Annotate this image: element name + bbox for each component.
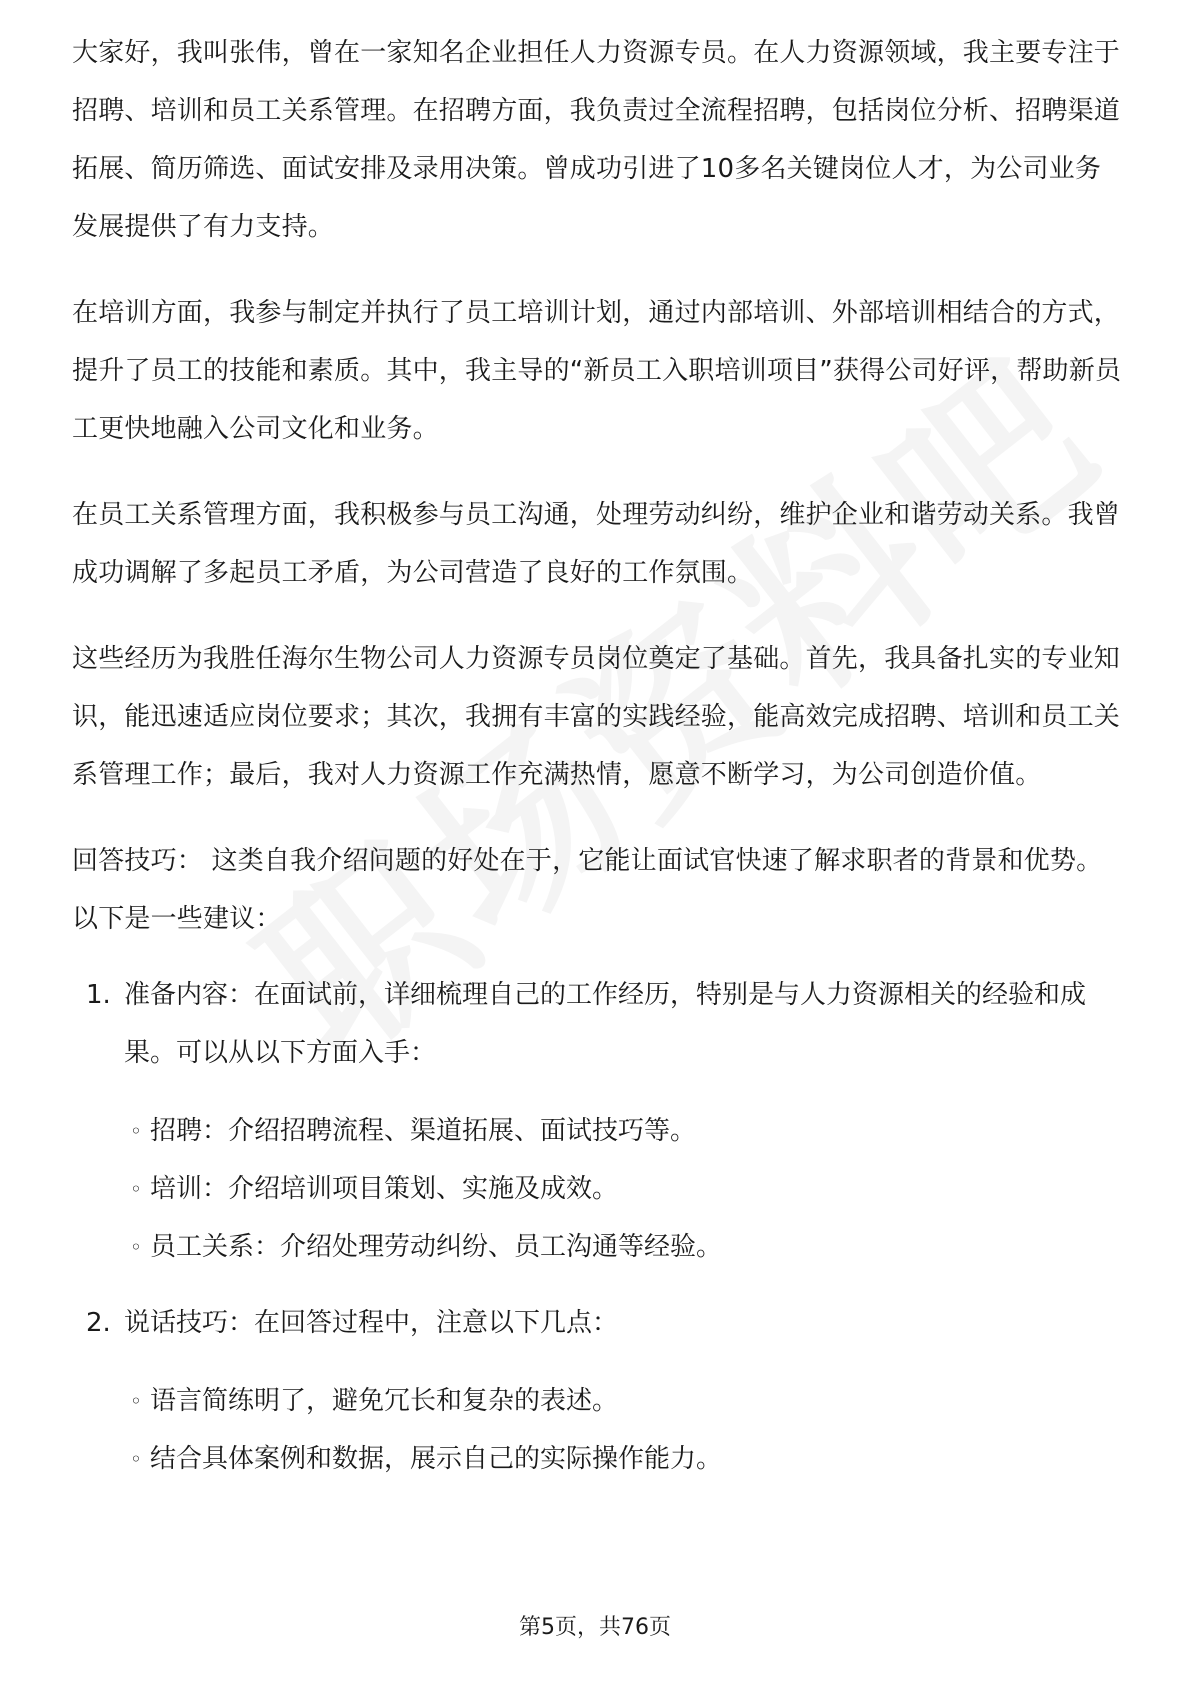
step-number: 2. xyxy=(86,1308,111,1338)
list-item xyxy=(124,1160,1122,1218)
paragraph-employee-relations: 在员工关系管理方面，我积极参与员工沟通，处理劳动纠纷，维护企业和谐劳动关系。我曾成功调解了多起员工矛盾，为公司营造了良好的工作氛围。 xyxy=(72,500,1121,588)
sub-list xyxy=(124,1372,1122,1488)
bullet-icon: ◦ xyxy=(130,1235,142,1259)
list-item-text: 结合具体案例和数据，展示自己的实际操作能力。 xyxy=(150,1444,723,1474)
list-item-text: 语言简练明了，避免冗长和复杂的表述。 xyxy=(150,1386,619,1416)
list-item xyxy=(124,1218,1122,1276)
step-number: 1. xyxy=(86,980,111,1010)
list-item-text: 员工关系：介绍处理劳动纠纷、员工沟通等经验。 xyxy=(150,1232,723,1262)
paragraph-summary: 这些经历为我胜任海尔生物公司人力资源专员岗位奠定了基础。首先，我具备扎实的专业知识，能迅速适应岗位要求；其次，我拥有丰富的实践经验，能高效完成招聘、培训和员工关系管理工作；最后，我对人力资源工作充满热情，愿意不断学习，为公司创造价值。 xyxy=(72,644,1121,790)
list-item xyxy=(124,1102,1122,1160)
step-text: 准备内容：在面试前，详细梳理自己的工作经历，特别是与人力资源相关的经验和成果。可以从以下方面入手： xyxy=(124,980,1087,1068)
tips-list xyxy=(72,966,1122,1488)
bullet-icon: ◦ xyxy=(130,1389,142,1413)
paragraph-intro: 大家好，我叫张伟，曾在一家知名企业担任人力资源专员。在人力资源领域，我主要专注于招聘、培训和员工关系管理。在招聘方面，我负责过全流程招聘，包括岗位分析、招聘渠道拓展、简历筛选、面试安排及录用决策。曾成功引进了10多名关键岗位人才，为公司业务发展提供了有力支持。 xyxy=(72,38,1121,242)
page-number: 第5页，共76页 xyxy=(519,1615,671,1640)
bullet-icon: ◦ xyxy=(130,1177,142,1201)
list-item xyxy=(124,1372,1122,1430)
answer-tips: 回答技巧： 这类自我介绍问题的好处在于，它能让面试官快速了解求职者的背景和优势。以下是一些建议： xyxy=(72,846,1103,934)
list-item-text: 招聘：介绍招聘流程、渠道拓展、面试技巧等。 xyxy=(150,1116,697,1146)
bullet-icon: ◦ xyxy=(130,1119,142,1143)
tip-step-speaking xyxy=(72,1294,1122,1488)
list-item-text: 培训：介绍培训项目策划、实施及成效。 xyxy=(150,1174,619,1204)
document-body xyxy=(72,30,1122,1506)
bullet-icon: ◦ xyxy=(130,1447,142,1471)
step-text: 说话技巧：在回答过程中，注意以下几点： xyxy=(124,1308,619,1338)
tip-step-prepare xyxy=(72,966,1122,1276)
paragraph-training: 在培训方面，我参与制定并执行了员工培训计划，通过内部培训、外部培训相结合的方式，提升了员工的技能和素质。其中，我主导的“新员工入职培训项目”获得公司好评，帮助新员工更快地融入公司文化和业务。 xyxy=(72,298,1122,444)
list-item xyxy=(124,1430,1122,1488)
sub-list xyxy=(124,1102,1122,1276)
